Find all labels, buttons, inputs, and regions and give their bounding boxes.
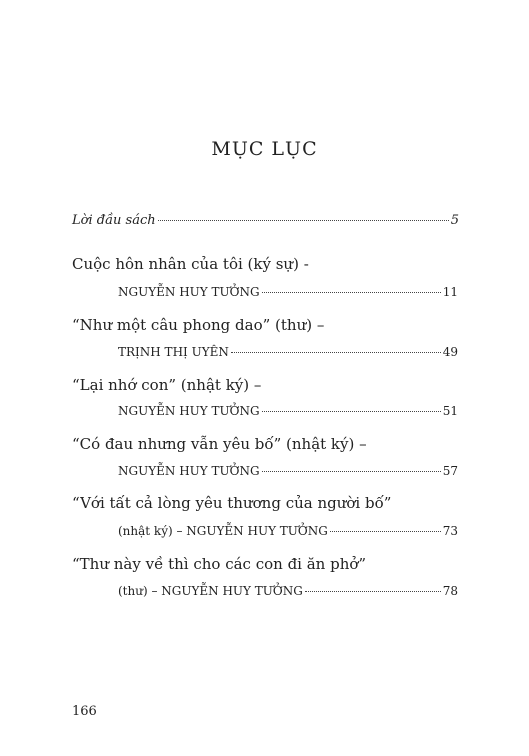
page-number: 166 bbox=[72, 704, 97, 719]
toc-entry-author: TRỊNH THỊ UYÊN bbox=[118, 345, 229, 359]
toc-entry-author-line[interactable] bbox=[118, 345, 458, 359]
toc-entry-author: NGUYỄN HUY TƯỞNG bbox=[118, 404, 260, 418]
toc-entry-author: NGUYỄN HUY TƯỞNG bbox=[118, 464, 260, 478]
toc-entry-intro[interactable] bbox=[72, 213, 459, 228]
dot-leader bbox=[305, 591, 441, 592]
dot-leader bbox=[330, 531, 441, 532]
toc-entry-author-line[interactable] bbox=[118, 524, 458, 538]
toc-entry-author: (nhật ký) – NGUYỄN HUY TƯỞNG bbox=[118, 524, 328, 538]
toc-page-number: 73 bbox=[442, 524, 458, 538]
toc-page-number: 78 bbox=[442, 584, 458, 598]
toc-entry-title: Lời đầu sách bbox=[72, 213, 156, 228]
toc-entry-title[interactable]: “Với tất cả lòng yêu thương của người bố” bbox=[72, 494, 392, 512]
toc-page-number: 57 bbox=[442, 464, 458, 478]
toc-page-number: 49 bbox=[442, 345, 458, 359]
toc-entry-author-line[interactable] bbox=[118, 584, 458, 598]
page-title: MỤC LỤC bbox=[211, 138, 318, 160]
toc-entry-author-line[interactable] bbox=[118, 464, 458, 478]
dot-leader bbox=[158, 220, 449, 221]
dot-leader bbox=[262, 292, 441, 293]
toc-page-number: 51 bbox=[442, 404, 458, 418]
toc-entry-author: (thư) – NGUYỄN HUY TƯỞNG bbox=[118, 584, 303, 598]
dot-leader bbox=[262, 411, 441, 412]
toc-entry-author-line[interactable] bbox=[118, 404, 458, 418]
toc-page-number: 5 bbox=[450, 213, 459, 228]
dot-leader bbox=[262, 471, 441, 472]
toc-entry-title[interactable]: “Có đau nhưng vẫn yêu bố” (nhật ký) – bbox=[72, 435, 367, 453]
toc-entry-author-line[interactable] bbox=[118, 285, 458, 299]
toc-entry-author: NGUYỄN HUY TƯỞNG bbox=[118, 285, 260, 299]
toc-entry-title[interactable]: Cuộc hôn nhân của tôi (ký sự) - bbox=[72, 255, 309, 273]
toc-page-number: 11 bbox=[442, 285, 458, 299]
dot-leader bbox=[231, 352, 441, 353]
toc-entry-title[interactable]: “Lại nhớ con” (nhật ký) – bbox=[72, 376, 262, 394]
toc-entry-title[interactable]: “Thư này về thì cho các con đi ăn phở” bbox=[72, 555, 367, 573]
toc-entry-title[interactable]: “Như một câu phong dao” (thư) – bbox=[72, 316, 325, 334]
